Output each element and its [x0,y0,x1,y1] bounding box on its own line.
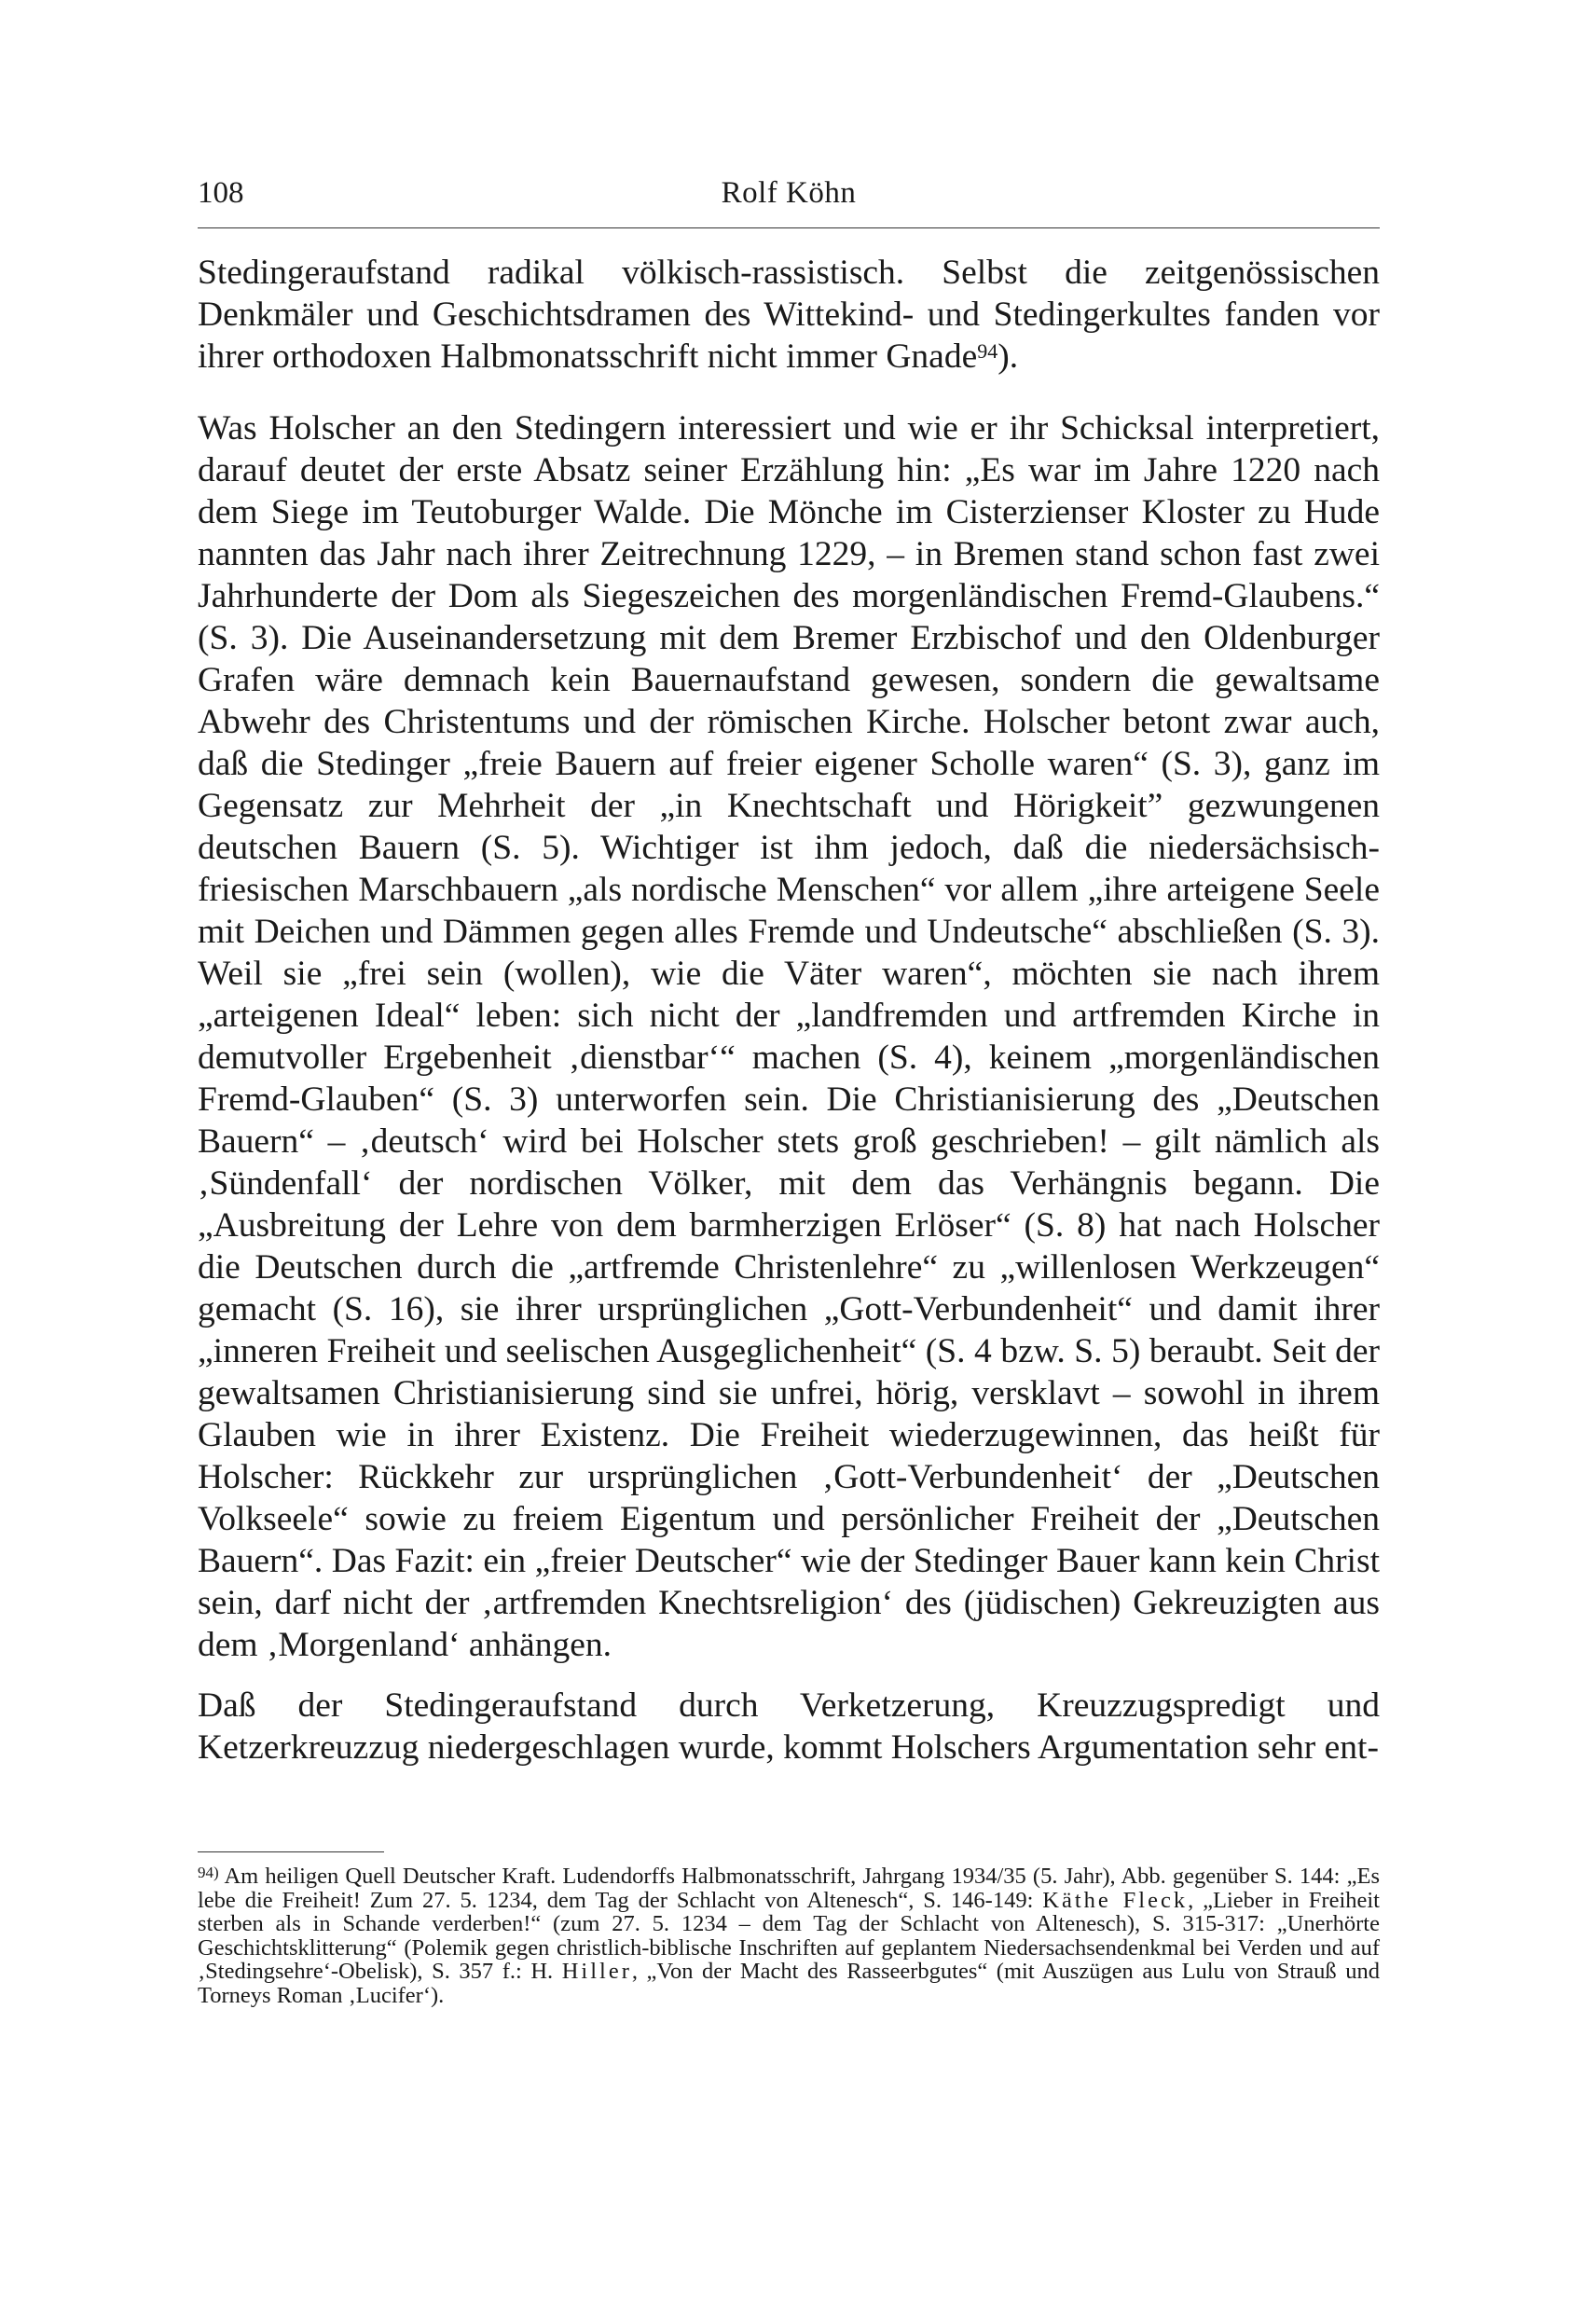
footnote-text-b: , „Lieber in Freiheit sterben als in Schande verderben!“ (zum 27. 5. 1234 – dem Tag der Schlacht von Altenesch), S. 315-317: „Unerhörte Geschichtsklitterung“ (Polemik gegen christlich-biblische Inschriften auf geplantem Niedersachsendenkmal bei Verden und auf ‚Stedingsehre‘-Obelisk), S. 357 f.: H. [198,1887,1380,1984]
main-text [198,252,1380,1768]
paragraph-1 [198,252,1380,378]
footnote-rule [198,1851,384,1852]
footnote-text-c: , „Von der Macht des Rasseerbgutes“ (mit Auszügen aus Lulu von Strauß und Torneys Roman ‚Lucifer‘). [198,1959,1380,2008]
paragraph-3: Daß der Stedingeraufstand durch Verketzerung, Kreuzzugspredigt und Ketzerkreuzzug niedergeschlagen wurde, kommt Holschers Argumentation sehr ent- [198,1686,1380,1767]
page-number: 108 [198,176,244,210]
page-header [198,170,1380,216]
footnote-94 [198,1865,1380,2007]
footnote-reference: 94 [977,339,998,363]
header-rule [198,227,1380,228]
footnote-marker: 94) [198,1864,219,1881]
footnote-author-hiller: Hiller [561,1959,632,1984]
paragraph-1-end: ). [998,337,1019,376]
running-head: Rolf Köhn [721,176,857,210]
paragraph-2: Was Holscher an den Stedingern interessiert und wie er ihr Schicksal interpretiert, darauf deutet der erste Absatz seiner Erzählung hin: „Es war im Jahre 1220 nach dem Siege im Teutoburger Walde. Die Mönche im Cisterzienser Kloster zu Hude nannten das Jahr nach ihrer Zeitrechnung 1229, – in Bremen stand schon fast zwei Jahrhunderte der Dom als Siegeszeichen des morgenländischen Fremd-Glaubens.“ (S. 3). Die Auseinandersetzung mit dem Bremer Erzbischof und den Oldenburger Grafen wäre demnach kein Bauernaufstand gewesen, sondern die gewaltsame Abwehr des Christentums und der römischen Kirche. Holscher betont zwar auch, daß die Stedinger „freie Bauern auf freier eigener Scholle waren“ (S. 3), ganz im Gegensatz zur Mehrheit der „in Knechtschaft und Hörigkeit” gezwungenen deutschen Bauern (S. 5). Wichtiger ist ihm jedoch, daß die niedersächsisch-friesischen Marschbauern „als nordische Menschen“ vor allem „ihre arteigene Seele mit Deichen und Dämmen gegen alles Fremde und Undeutsche“ abschließen (S. 3). Weil sie „frei sein (wollen), wie die Väter waren“, möchten sie nach ihrem „arteigenen Ideal“ leben: sich nicht der „landfremden und artfremden Kirche in demutvoller Ergebenheit ‚dienstbar‘“ machen (S. 4), keinem „morgenländischen Fremd-Glauben“ (S. 3) unterworfen sein. Die Christianisierung des „Deutschen Bauern“ – ‚deutsch‘ wird bei Holscher stets groß geschrieben! – gilt nämlich als ‚Sündenfall‘ der nordischen Völker, mit dem das Verhängnis begann. Die „Ausbreitung der Lehre von dem barmherzigen Erlöser“ (S. 8) hat nach Holscher die Deutschen durch die „artfremde Christenlehre“ zu „willenlosen Werkzeugen“ gemacht (S. 16), sie ihrer ursprünglichen „Gott-Verbundenheit“ und damit ihrer „inneren Freiheit und seelischen Ausgeglichenheit“ (S. 4 bzw. S. 5) beraubt. Seit der gewaltsamen Christianisierung sind sie unfrei, hörig, versklavt – sowohl in ihrem Glauben wie in ihrer Existenz. Die Freiheit wiederzugewinnen, das heißt für Holscher: Rückkehr zur ursprünglichen ‚Gott-Verbundenheit‘ der „Deutschen Volkseele“ sowie zu freiem Eigentum und persönlicher Freiheit der „Deutschen Bauern“. Das Fazit: ein „freier Deutscher“ wie der Stedinger Bauer kann kein Christ sein, darf nicht der ‚artfremden Knechtsreligion‘ des (jüdischen) Gekreuzigten aus dem ‚Morgenland‘ anhängen. [198,409,1380,1664]
footnote-text-a: Am heiligen Quell Deutscher Kraft. Ludendorffs Halbmonatsschrift, Jahrgang 1934/35 (5. Jahr), Abb. gegenüber S. 144: „Es lebe die Freiheit! Zum 27. 5. 1234, dem Tag der Schlacht von Altenesch“, S. 146-149: [198,1864,1380,1913]
paragraph-1-text: Stedingeraufstand radikal völkisch-rassistisch. Selbst die zeitgenössischen Denkmäler und Geschichtsdramen des Wittekind- und Stedingerkultes fanden vor ihrer orthodoxen Halbmonatsschrift nicht immer Gnade [198,254,1380,376]
footnote-author-fleck: Käthe Fleck [1042,1887,1189,1913]
